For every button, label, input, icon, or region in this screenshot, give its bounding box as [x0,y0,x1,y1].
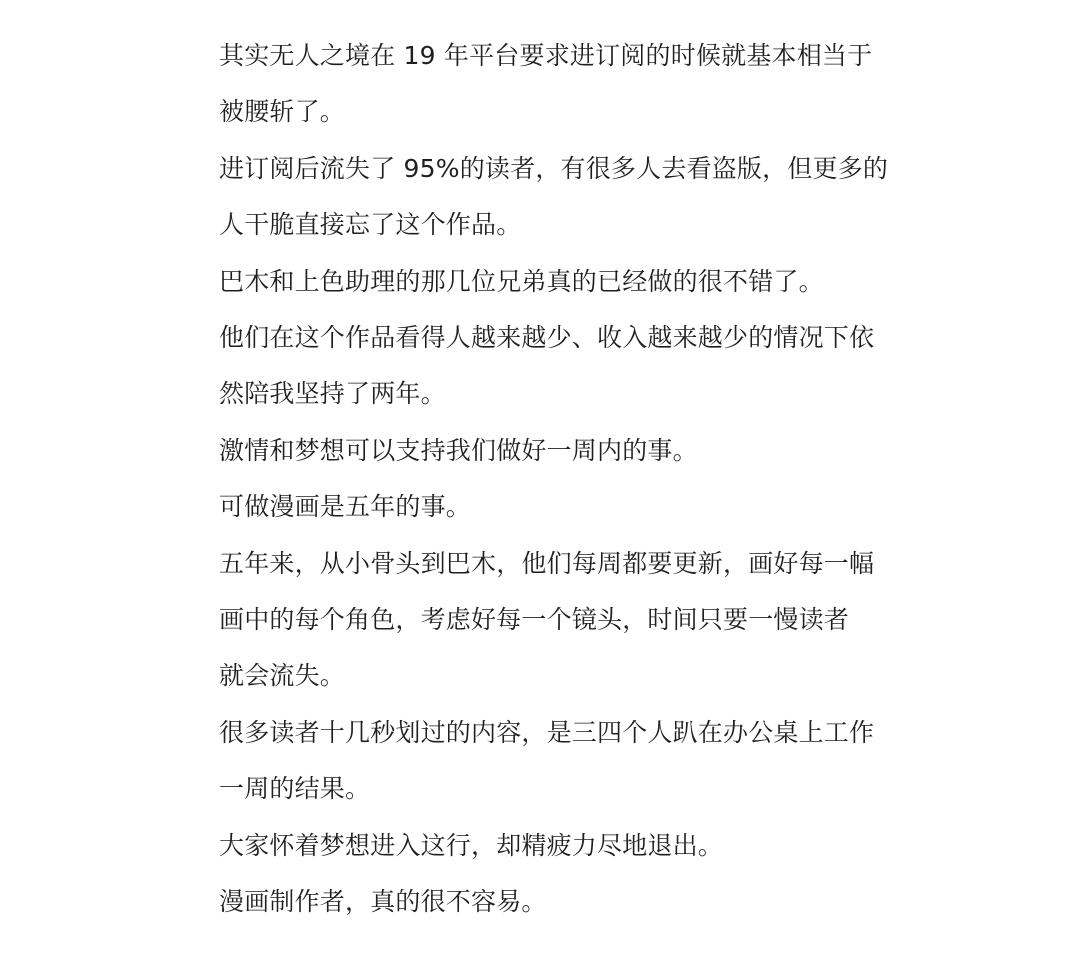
paragraph [219,310,939,423]
paragraph-line: 漫画制作者，真的很不容易。 [219,887,547,917]
paragraph-line: 五年来，从小骨头到巴木，他们每周都要更新，画好每一幅 [219,548,875,578]
paragraph [219,818,939,874]
paragraph [219,141,939,254]
paragraph [219,874,939,930]
paragraph-line: 就会流失。 [219,661,346,691]
paragraph-line: 很多读者十几秒划过的内容，是三四个人趴在办公桌上工作 [219,717,875,747]
paragraph [219,28,939,141]
paragraph-line: 进订阅后流失了 95%的读者，有很多人去看盗版，但更多的 [219,153,889,183]
paragraph-line: 激情和梦想可以支持我们做好一周内的事。 [219,435,698,465]
paragraph-line: 其实无人之境在 19 年平台要求进订阅的时候就基本相当于 [219,41,873,70]
paragraph-line: 一周的结果。 [219,774,371,804]
paragraph [219,254,939,310]
paragraph-line: 画中的每个角色，考虑好每一个镜头，时间只要一慢读者 [219,605,850,635]
paragraph-line: 他们在这个作品看得人越来越少、收入越来越少的情况下依 [219,323,875,353]
paragraph [219,705,939,818]
paragraph-line: 人干脆直接忘了这个作品。 [219,210,522,240]
paragraph [219,479,939,535]
paragraph-line: 然陪我坚持了两年。 [219,379,446,409]
paragraph-line: 巴木和上色助理的那几位兄弟真的已经做的很不错了。 [219,266,824,296]
paragraph-line: 被腰斩了。 [219,97,346,127]
paragraph-line: 大家怀着梦想进入这行，却精疲力尽地退出。 [219,830,724,860]
paragraph-line: 可做漫画是五年的事。 [219,492,472,522]
paragraph [219,423,939,479]
document-body [219,28,939,931]
paragraph [219,536,939,705]
